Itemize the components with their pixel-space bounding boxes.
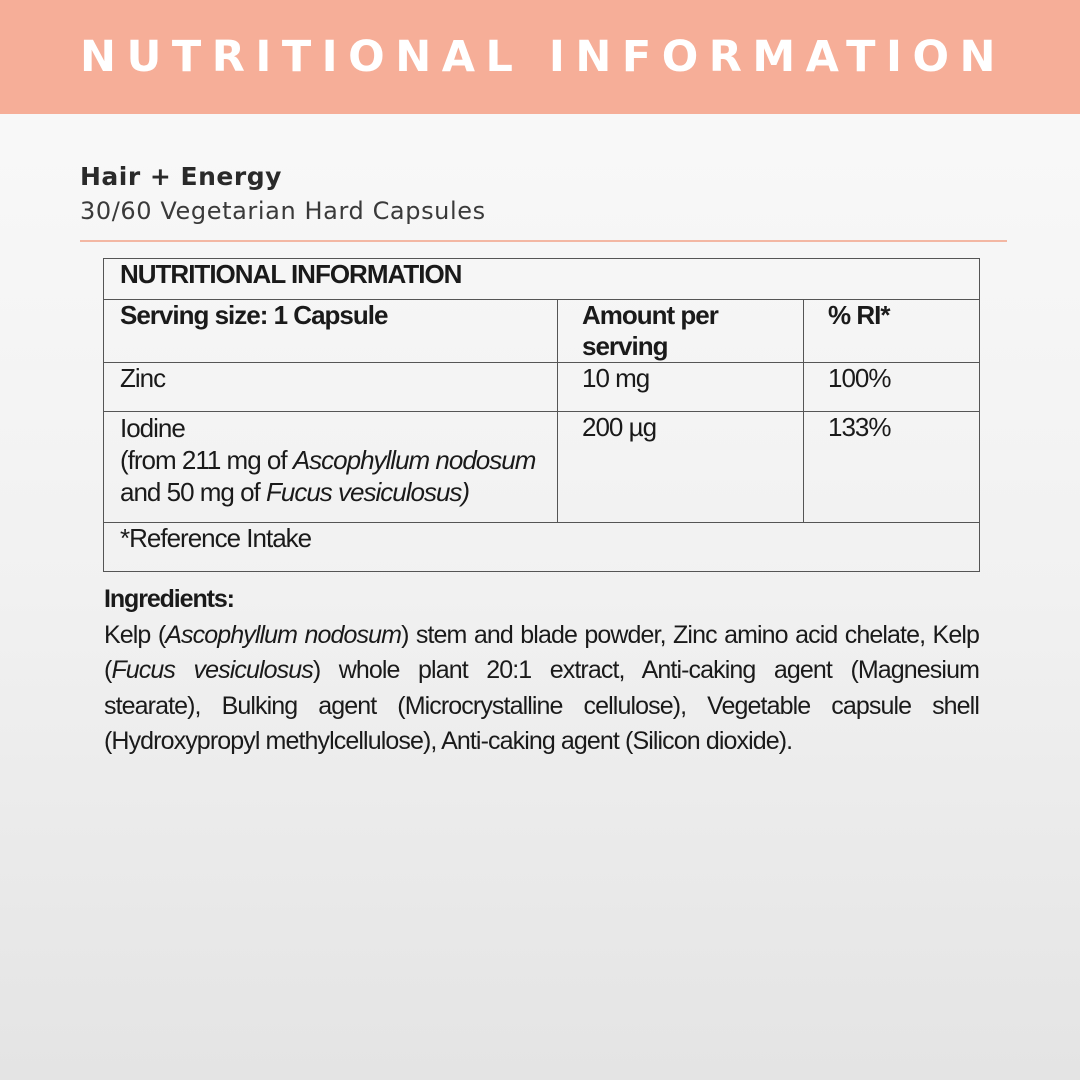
table-footnote-row — [104, 523, 980, 572]
nutrition-table — [103, 258, 980, 572]
ingredients-segment: Kelp ( — [104, 620, 166, 649]
note-text: and 50 mg of — [120, 477, 266, 507]
header-amount: Amount per serving — [558, 300, 804, 363]
nutrient-amount: 10 mg — [558, 363, 804, 412]
product-name: Hair + Energy — [80, 162, 282, 191]
nutrient-name: Zinc — [104, 363, 558, 412]
product-subtitle: 30/60 Vegetarian Hard Capsules — [80, 197, 486, 225]
nutrient-amount: 200 µg — [558, 412, 804, 523]
ingredients-segment: ) whole plant 20:1 extract, Anti-caking agent (Magnesium stearate), Bulking agent (Microcrystalline cellulose), Vegetable capsule shell (Hydroxypropyl methylcellulose), Anti-caking agent (Silicon dioxide). — [104, 656, 979, 755]
divider — [80, 240, 1007, 242]
ingredients-segment: ) stem and blade powder, Zinc amino acid chelate, Kelp ( — [104, 620, 979, 684]
nutrient-name: Iodine — [120, 413, 185, 443]
nutrient-source-note — [120, 444, 557, 508]
header-ri: % RI* — [804, 300, 980, 363]
table-row — [104, 363, 980, 412]
table-title-row — [104, 259, 980, 300]
table-footnote: *Reference Intake — [104, 523, 980, 572]
nutrient-ri: 133% — [804, 412, 980, 523]
nutrient-ri: 100% — [804, 363, 980, 412]
table-header-row — [104, 300, 980, 363]
header-banner — [0, 0, 1080, 114]
table-row — [104, 412, 980, 523]
ingredients-section — [104, 582, 979, 760]
note-text: (from 211 mg of — [120, 445, 293, 475]
product-info — [80, 160, 1007, 228]
nutrient-cell — [104, 412, 558, 523]
ingredients-text — [104, 618, 979, 760]
species-name: Ascophyllum nodosum — [292, 445, 536, 475]
table-title: NUTRITIONAL INFORMATION — [104, 259, 980, 300]
ingredients-title: Ingredients: — [104, 585, 234, 613]
banner-title: NUTRITIONAL INFORMATION — [80, 32, 1006, 82]
species-name: Fucus vesiculosus) — [266, 477, 470, 507]
header-serving-size: Serving size: 1 Capsule — [104, 300, 558, 363]
species-name: Fucus vesiculosus — [111, 656, 313, 684]
species-name: Ascophyllum nodosum — [165, 620, 402, 649]
